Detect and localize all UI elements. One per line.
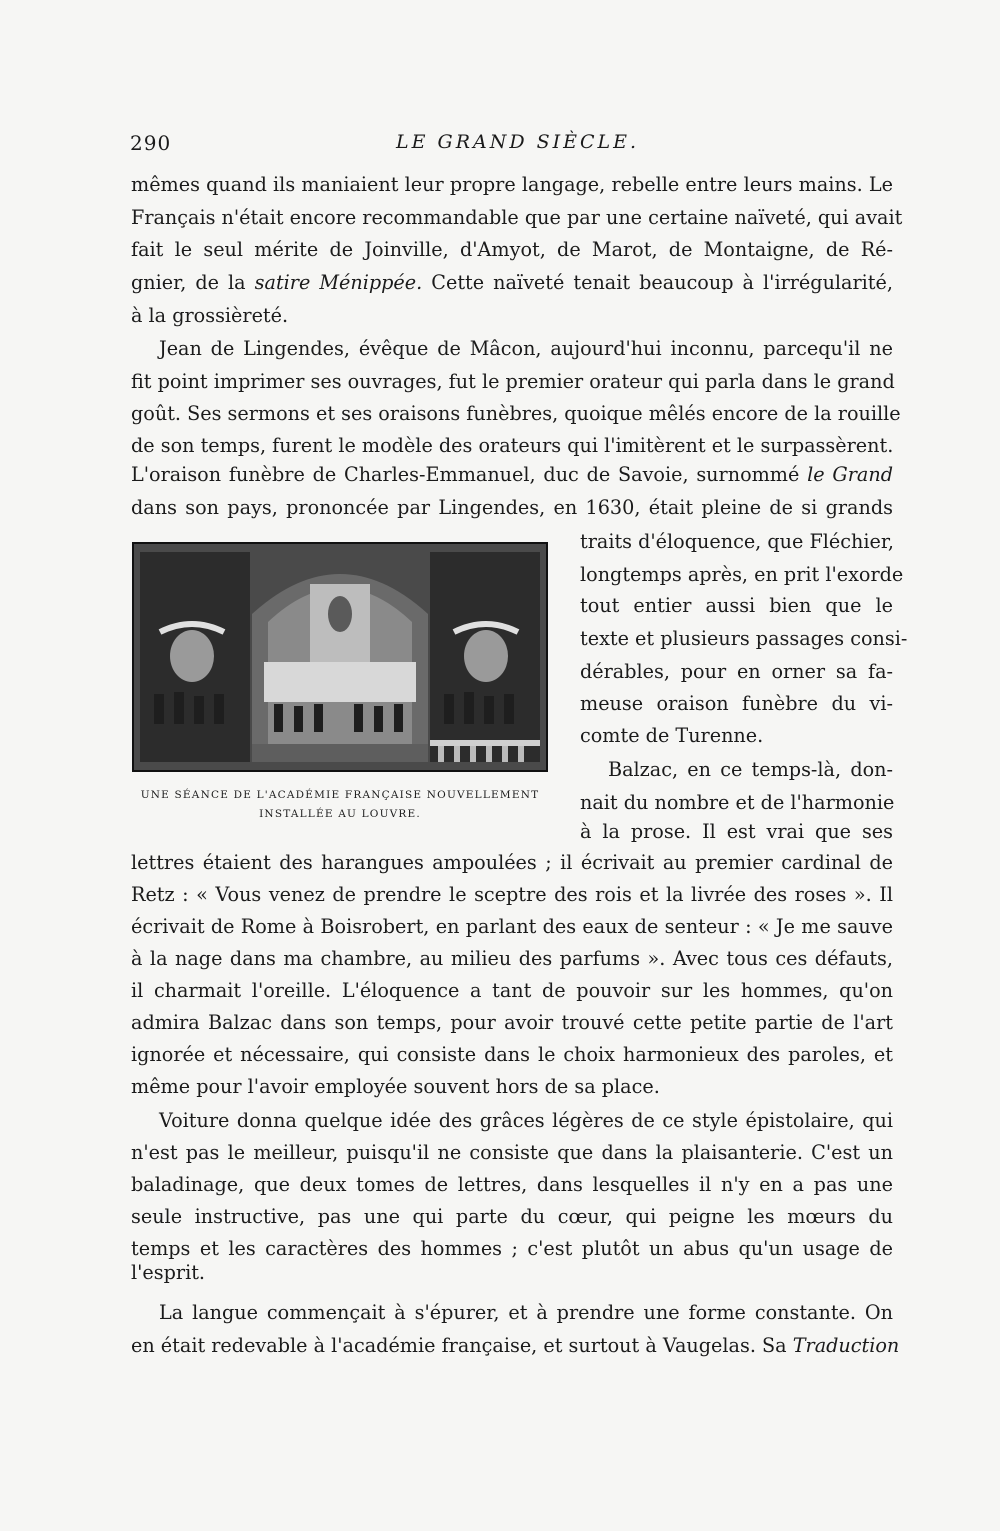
text-segment: Cette naïveté tenait beaucoup à l'irrégularité, bbox=[431, 271, 893, 294]
text-segment: L'oraison funèbre de Charles-Emmanuel, duc de Savoie, surnommé bbox=[131, 463, 800, 486]
text-line: à la grossièreté. bbox=[131, 304, 289, 327]
running-head: LE GRAND SIÈCLE. bbox=[396, 131, 640, 153]
text-line: mêmes quand ils maniaient leur propre langage, rebelle entre leurs mains. Le bbox=[131, 173, 893, 196]
text-line: dérables, pour en orner sa fa- bbox=[580, 660, 893, 683]
figure-caption-line: UNE SÉANCE DE L'ACADÉMIE FRANÇAISE NOUVELLEMENT bbox=[140, 789, 540, 801]
text-line: lettres étaient des harangues ampoulées ; il écrivait au premier cardinal de bbox=[131, 851, 893, 874]
engraving-illustration bbox=[132, 542, 548, 772]
italic-epithet: le Grand bbox=[807, 463, 893, 486]
text-line: l'esprit. bbox=[131, 1261, 206, 1284]
text-line: Voiture donna quelque idée des grâces légères de ce style épistolaire, qui bbox=[159, 1109, 893, 1132]
text-line: Jean de Lingendes, évêque de Mâcon, aujourd'hui inconnu, parcequ'il ne bbox=[159, 337, 893, 360]
text-line: fait le seul mérite de Joinville, d'Amyot, de Marot, de Montaigne, de Ré- bbox=[131, 238, 893, 261]
text-line: à la prose. Il est vrai que ses bbox=[580, 820, 893, 843]
text-line: écrivait de Rome à Boisrobert, en parlant des eaux de senteur : « Je me sauve bbox=[131, 915, 893, 938]
text-line: ignorée et nécessaire, qui consiste dans le choix harmonieux des paroles, et bbox=[131, 1043, 893, 1066]
page-number: 290 bbox=[130, 131, 172, 155]
academy-session-engraving bbox=[134, 544, 546, 770]
text-line: meuse oraison funèbre du vi- bbox=[580, 692, 893, 715]
text-line bbox=[131, 1333, 900, 1359]
text-line: La langue commençait à s'épurer, et à prendre une forme constante. On bbox=[159, 1301, 893, 1324]
text-line: admira Balzac dans son temps, pour avoir trouvé cette petite partie de l'art bbox=[131, 1011, 893, 1034]
text-line: seule instructive, pas une qui parte du cœur, qui peigne les mœurs du bbox=[131, 1205, 893, 1228]
text-line: Français n'était encore recommandable que par une certaine naïveté, qui avait bbox=[131, 206, 903, 229]
text-line: n'est pas le meilleur, puisqu'il ne consiste que dans la plaisanterie. C'est un bbox=[131, 1141, 893, 1164]
text-line: traits d'éloquence, que Fléchier, bbox=[580, 530, 895, 553]
text-segment: gnier, de la bbox=[131, 271, 246, 294]
text-line: Retz : « Vous venez de prendre le sceptre des rois et la livrée des roses ». Il bbox=[131, 883, 893, 906]
text-line: tout entier aussi bien que le bbox=[580, 594, 893, 617]
text-line: comte de Turenne. bbox=[580, 724, 764, 747]
text-line: à la nage dans ma chambre, au milieu des parfums ». Avec tous ces défauts, bbox=[131, 947, 893, 970]
text-line: nait du nombre et de l'harmonie bbox=[580, 791, 895, 814]
text-line: fit point imprimer ses ouvrages, fut le premier orateur qui parla dans le grand bbox=[131, 370, 895, 393]
italic-title: satire Ménippée. bbox=[254, 271, 423, 294]
text-line: de son temps, furent le modèle des orateurs qui l'imitèrent et le surpassèrent. bbox=[131, 434, 894, 457]
text-line bbox=[131, 462, 893, 488]
text-line: texte et plusieurs passages consi- bbox=[580, 627, 908, 650]
text-line: même pour l'avoir employée souvent hors de sa place. bbox=[131, 1075, 660, 1098]
text-line: Balzac, en ce temps-là, don- bbox=[608, 758, 893, 781]
text-line: baladinage, que deux tomes de lettres, dans lesquelles il n'y en a pas une bbox=[131, 1173, 893, 1196]
text-line: il charmait l'oreille. L'éloquence a tant de pouvoir sur les hommes, qu'on bbox=[131, 979, 893, 1002]
text-line: goût. Ses sermons et ses oraisons funèbres, quoique mêlés encore de la rouille bbox=[131, 402, 901, 425]
text-line bbox=[131, 270, 893, 296]
text-segment: en était redevable à l'académie française, et surtout à Vaugelas. Sa bbox=[131, 1334, 787, 1357]
text-line: dans son pays, prononcée par Lingendes, en 1630, était pleine de si grands bbox=[131, 496, 893, 519]
figure-caption-line: INSTALLÉE AU LOUVRE. bbox=[259, 808, 421, 820]
text-line: temps et les caractères des hommes ; c'est plutôt un abus qu'un usage de bbox=[131, 1237, 893, 1260]
text-line: longtemps après, en prit l'exorde bbox=[580, 563, 904, 586]
italic-word: Traduction bbox=[792, 1334, 900, 1357]
